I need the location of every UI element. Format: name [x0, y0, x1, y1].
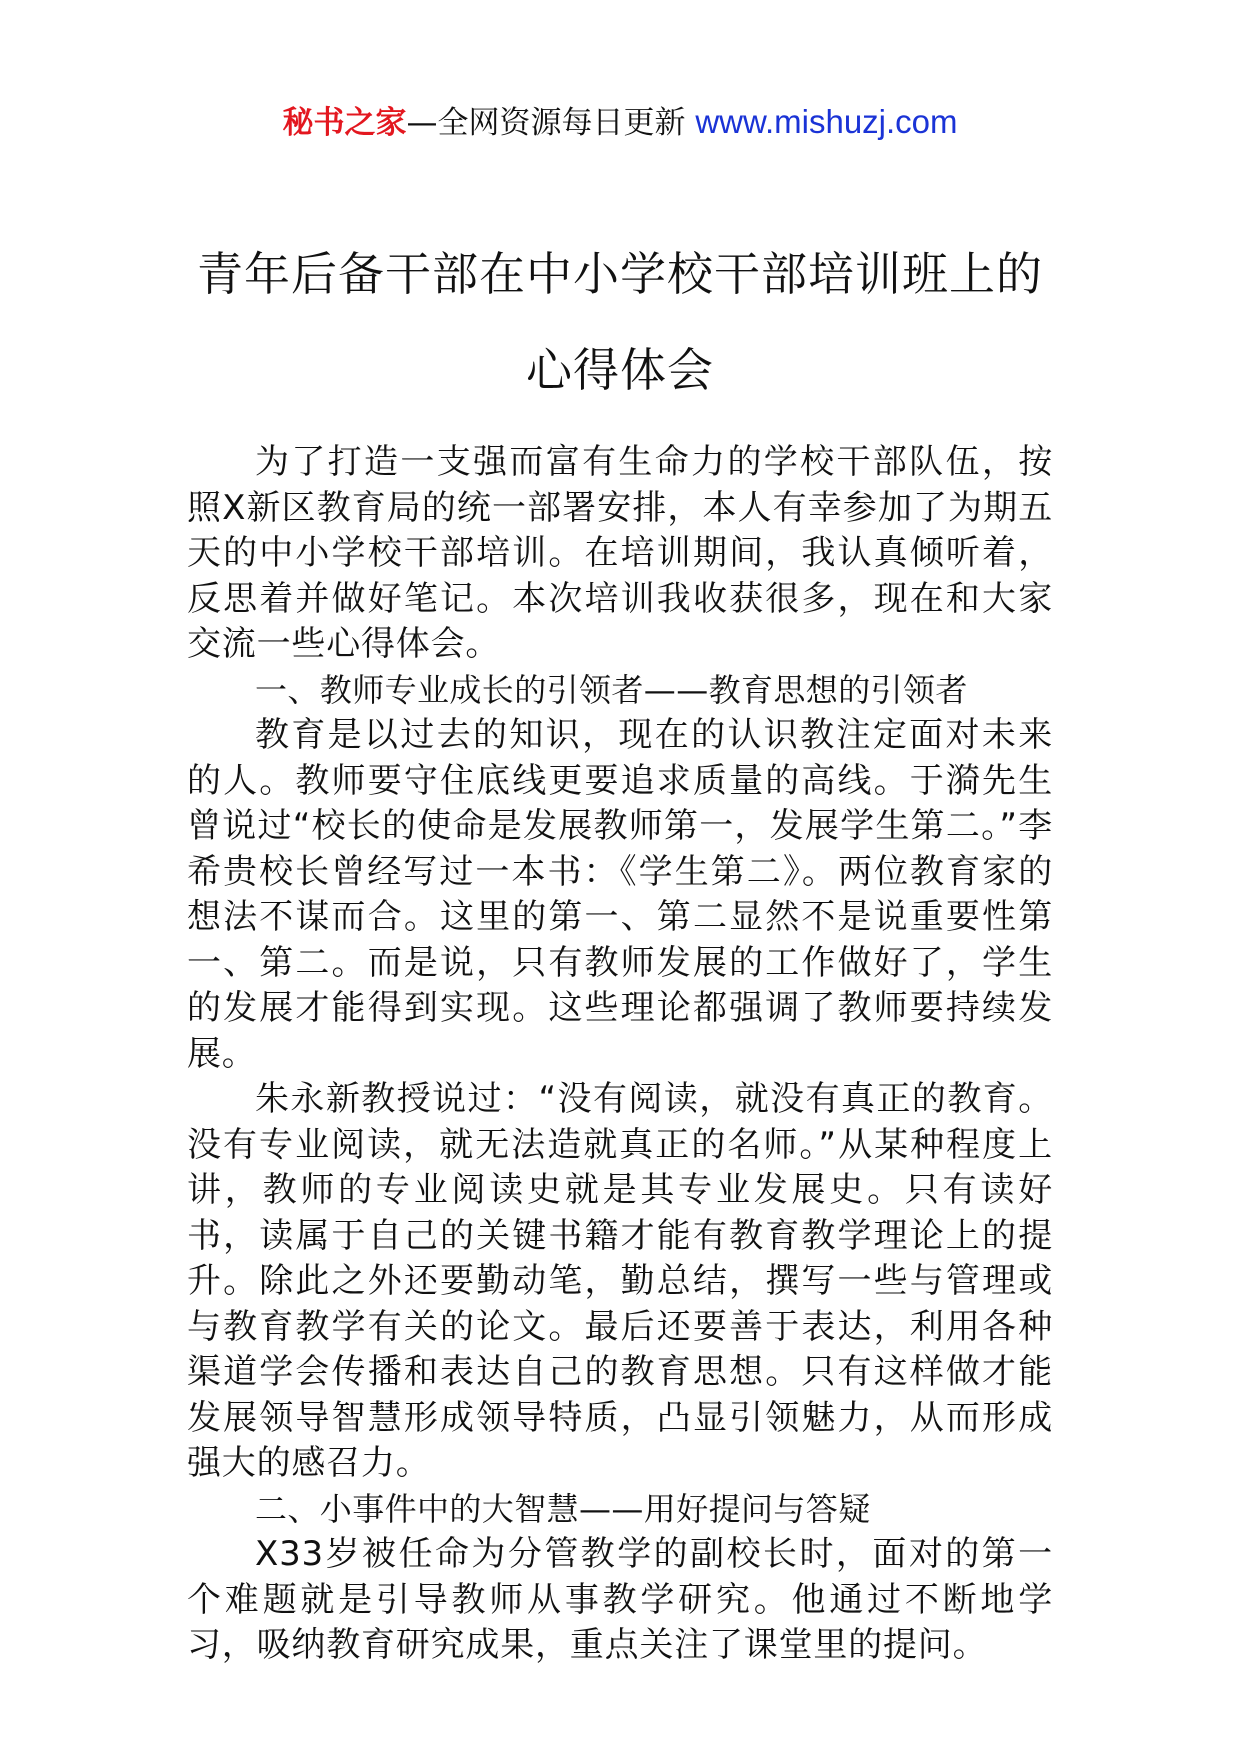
- document-title: [150, 226, 1090, 418]
- header-tagline: —全网资源每日更新: [406, 105, 696, 141]
- brand-name: 秘书之家: [282, 105, 407, 141]
- body-paragraph: 为了打造一支强而富有生命力的学校干部队伍，按照X新区教育局的统一部署安排，本人有幸参加了为期五天的中小学校干部培训。在培训期间，我认真倾听着，反思着并做好笔记。本次培训我收获很多，现在和大家交流一些心得体会。: [187, 442, 1053, 664]
- page-header: [0, 100, 1240, 145]
- title-line-2: 心得体会: [526, 343, 714, 397]
- section-heading: 一、教师专业成长的引领者——教育思想的引领者: [255, 670, 968, 709]
- title-line-1: 青年后备干部在中小学校干部培训班上的: [197, 247, 1043, 301]
- document-body: [187, 440, 1053, 1669]
- body-paragraph: 教育是以过去的知识，现在的认识教注定面对未来的人。教师要守住底线更要追求质量的高线。于漪先生曾说过“校长的使命是发展教师第一，发展学生第二。”李希贵校长曾经写过一本书：《学生第二》。两位教育家的想法不谋而合。这里的第一、第二显然不是说重要性第一、第二。而是说，只有教师发展的工作做好了，学生的发展才能得到实现。这些理论都强调了教师要持续发展。: [187, 715, 1053, 1074]
- body-paragraph: X33岁被任命为分管教学的副校长时，面对的第一个难题就是引导教师从事教学研究。他通过不断地学习，吸纳教育研究成果，重点关注了课堂里的提问。: [187, 1534, 1053, 1665]
- section-heading: 二、小事件中的大智慧——用好提问与答疑: [255, 1489, 871, 1528]
- site-url: www.mishuzj.com: [695, 103, 958, 140]
- body-paragraph: 朱永新教授说过：“没有阅读，就没有真正的教育。没有专业阅读，就无法造就真正的名师。”从某种程度上讲，教师的专业阅读史就是其专业发展史。只有读好书，读属于自己的关键书籍才能有教育教学理论上的提升。除此之外还要勤动笔，勤总结，撰写一些与管理或与教育教学有关的论文。最后还要善于表达，利用各种渠道学会传播和表达自己的教育思想。只有这样做才能发展领导智慧形成领导特质，凸显引领魅力，从而形成强大的感召力。: [187, 1079, 1053, 1483]
